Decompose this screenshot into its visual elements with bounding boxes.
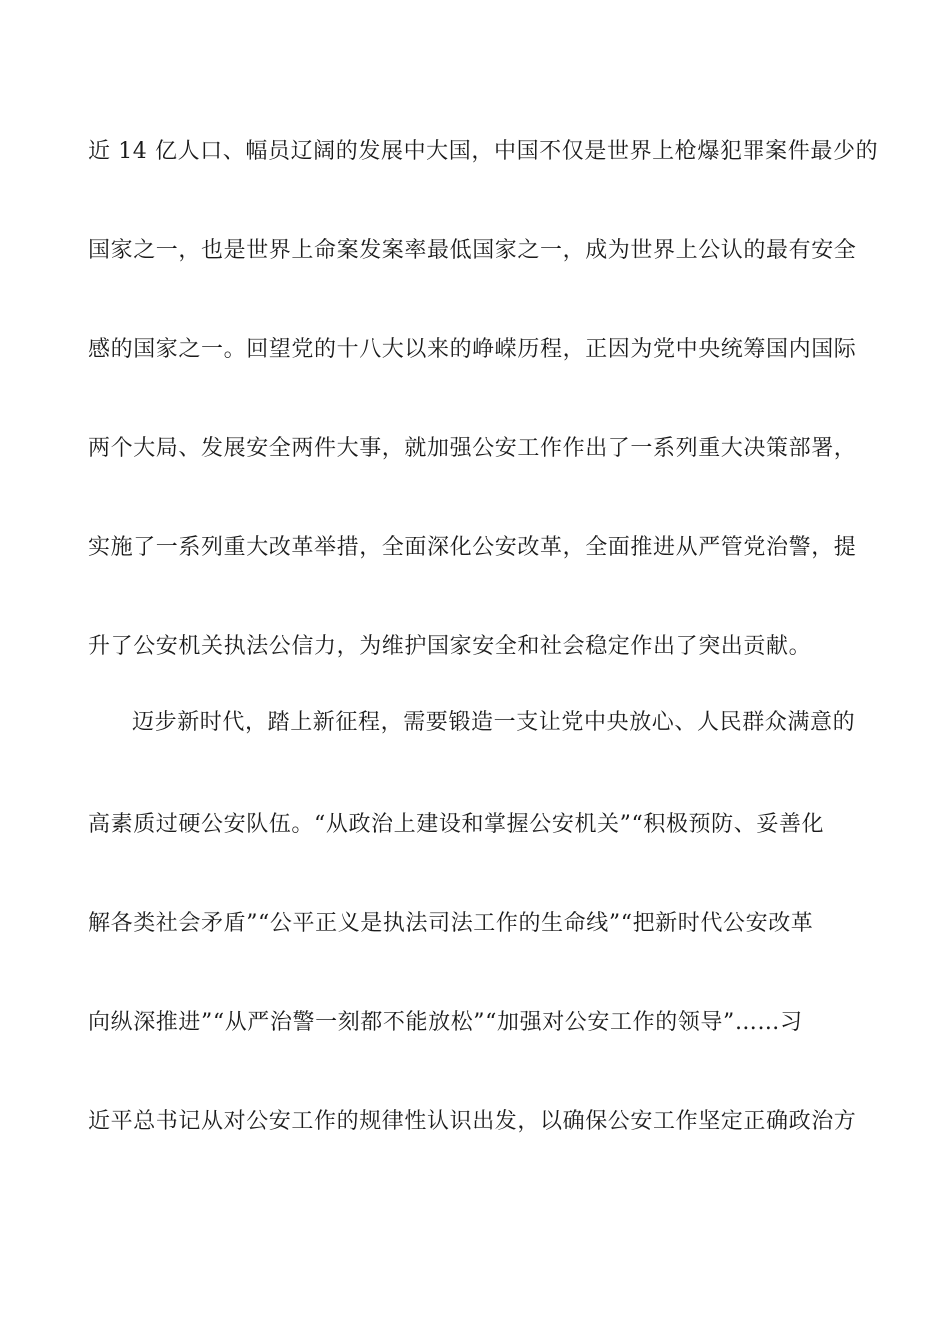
paragraph-2-line-2: 高素质过硬公安队伍。“从政治上建设和掌握公安机关”“积极预防、妥善化 bbox=[88, 812, 825, 837]
paragraph-1-line-4: 两个大局、发展安全两件大事，就加强公安工作作出了一系列重大决策部署， bbox=[88, 436, 857, 461]
paragraph-1-line-3: 感的国家之一。回望党的十八大以来的峥嵘历程，正因为党中央统筹国内国际 bbox=[88, 337, 857, 362]
paragraph-2-line-4: 向纵深推进”“从严治警一刻都不能放松”“加强对公安工作的领导”……习 bbox=[88, 1010, 803, 1035]
paragraph-1-line-6: 升了公安机关执法公信力，为维护国家安全和社会稳定作出了突出贡献。 bbox=[88, 634, 812, 659]
paragraph-2-line-3: 解各类社会矛盾”“公平正义是执法司法工作的生命线”“把新时代公安改革 bbox=[88, 911, 814, 936]
paragraph-1-line-1: 近 14 亿人口、幅员辽阔的发展中大国，中国不仅是世界上枪爆犯罪案件最少的 bbox=[88, 139, 879, 164]
paragraph-2-line-1: 迈步新时代，踏上新征程，需要锻造一支让党中央放心、人民群众满意的 bbox=[132, 710, 856, 735]
paragraph-1-line-5: 实施了一系列重大改革举措，全面深化公安改革，全面推进从严管党治警，提 bbox=[88, 535, 857, 560]
paragraph-1-line-2: 国家之一，也是世界上命案发案率最低国家之一，成为世界上公认的最有安全 bbox=[88, 238, 857, 263]
paragraph-2-line-5: 近平总书记从对公安工作的规律性认识出发，以确保公安工作坚定正确政治方 bbox=[88, 1109, 857, 1134]
